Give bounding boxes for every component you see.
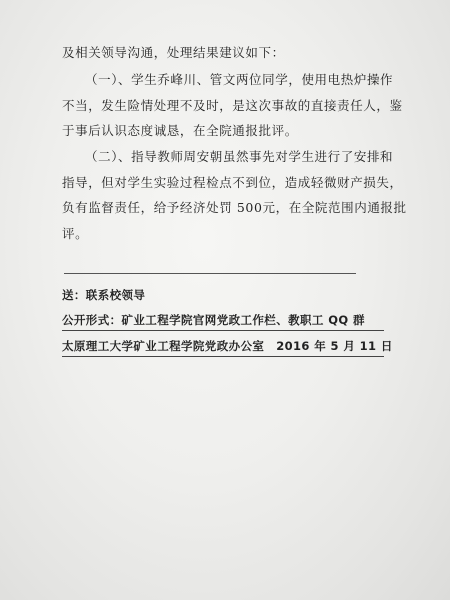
send-to-line: 送：联系校领导 <box>62 288 146 302</box>
body-line-7: 负有监督责任，给予经济处罚 500元，在全院范围内通报批 <box>62 200 407 215</box>
body-line-6: 指导，但对学生实验过程检点不到位，造成轻微财产损失， <box>62 175 403 190</box>
publication-underline <box>62 330 384 331</box>
issuer-date-line: 太原理工大学矿业工程学院党政办公室 2016 年 5 月 11 日 <box>62 339 393 353</box>
body-line-2: （一）、学生乔峰川、管文两位同学，使用电热炉操作 <box>85 72 394 87</box>
body-line-5: （二）、指导教师周安朝虽然事先对学生进行了安排和 <box>85 149 394 164</box>
separator-line <box>64 273 356 274</box>
body-line-1: 及相关领导沟通，处理结果建议如下： <box>62 45 285 60</box>
body-line-3: 不当，发生险情处理不及时，是这次事故的直接责任人，鉴 <box>62 98 403 113</box>
body-line-4: 于事后认识态度诚恳，在全院通报批评。 <box>62 123 298 138</box>
body-line-8: 评。 <box>62 226 89 241</box>
issuer-underline <box>62 356 384 357</box>
publication-line: 公开形式：矿业工程学院官网党政工作栏、教职工 QQ 群 <box>62 313 365 327</box>
